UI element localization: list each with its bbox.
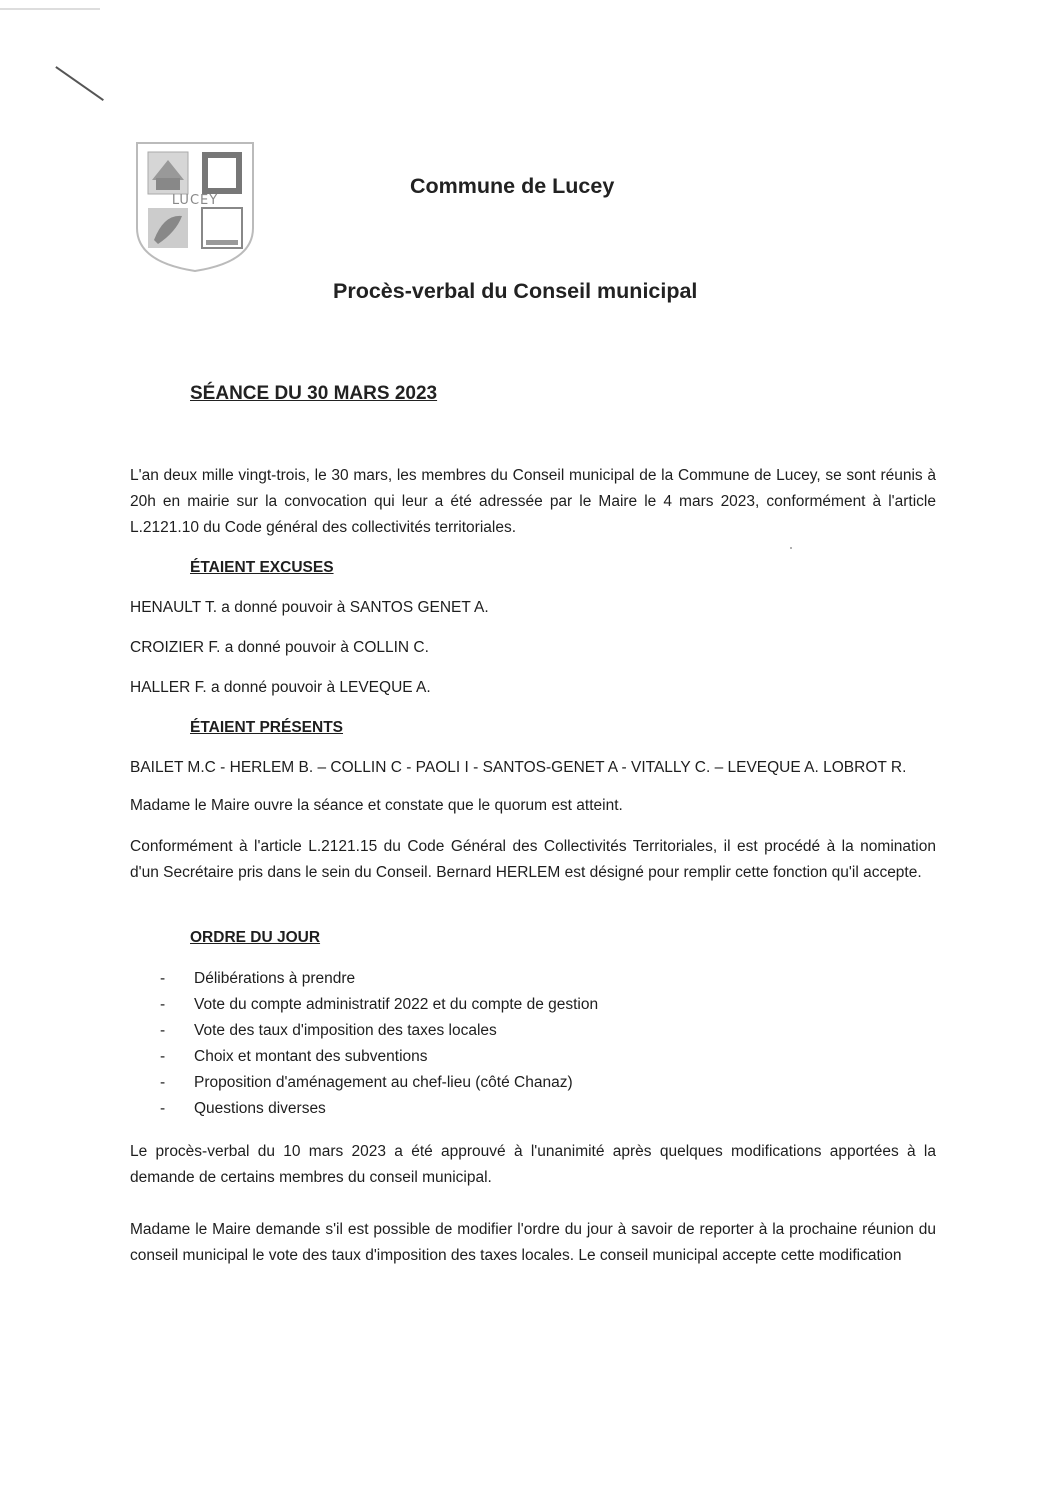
agenda-list xyxy=(160,966,598,1122)
crest-lettering: LUCEY xyxy=(171,193,219,208)
scan-mark xyxy=(56,66,104,100)
excused-item: HENAULT T. a donné pouvoir à SANTOS GENET A. xyxy=(130,599,489,616)
intro-paragraph: L'an deux mille vingt-trois, le 30 mars, les membres du Conseil municipal de la Commune de Lucey, se sont réunis à 20h en mairie sur la convocation qui leur a été adressée par le Maire le 4 mars 2023, conformément à l'article L.2121.10 du Code général des collectivités territoriales. xyxy=(130,467,936,536)
scan-smudge xyxy=(0,8,100,10)
agenda-item: - Vote des taux d'imposition des taxes locales xyxy=(160,1022,497,1039)
quorum-statement: Madame le Maire ouvre la séance et constate que le quorum est atteint. xyxy=(130,797,623,814)
lucey-crest-logo xyxy=(134,140,256,274)
agenda-item: - Proposition d'aménagement au chef-lieu (côté Chanaz) xyxy=(160,1074,573,1091)
agenda-item: - Questions diverses xyxy=(160,1100,326,1117)
excused-heading: ÉTAIENT EXCUSES xyxy=(190,559,334,576)
secretary-paragraph: Conformément à l'article L.2121.15 du Code Général des Collectivités Territoriales, il est procédé à la nomination d'un Secrétaire pris dans le sein du Conseil. Bernard HERLEM est désigné pour remplir cette fonction qu'il accepte. xyxy=(130,838,936,881)
present-heading: ÉTAIENT PRÉSENTS xyxy=(190,719,344,736)
present-list: BAILET M.C - HERLEM B. – COLLIN C - PAOLI I - SANTOS-GENET A - VITALLY C. – LEVEQUE A. LOBROT R. xyxy=(130,759,907,776)
seance-title: SÉANCE DU 30 MARS 2023 xyxy=(190,383,438,404)
agenda-item: - Délibérations à prendre xyxy=(160,970,356,987)
excused-item: HALLER F. a donné pouvoir à LEVEQUE A. xyxy=(130,679,431,696)
approval-paragraph: Le procès-verbal du 10 mars 2023 a été approuvé à l'unanimité après quelques modifications apportées à la demande de certains membres du conseil municipal. xyxy=(130,1143,936,1186)
agenda-heading: ORDRE DU JOUR xyxy=(190,929,321,946)
modification-paragraph: Madame le Maire demande s'il est possible de modifier l'ordre du jour à savoir de reporter à la prochaine réunion du conseil municipal le vote des taux d'imposition des taxes locales. Le conseil municipal accepte cette modification xyxy=(130,1221,936,1264)
scan-dot xyxy=(790,547,792,549)
commune-title: Commune de Lucey xyxy=(410,174,615,198)
excused-item: CROIZIER F. a donné pouvoir à COLLIN C. xyxy=(130,639,429,656)
document-subtitle: Procès-verbal du Conseil municipal xyxy=(333,279,698,303)
agenda-item: - Vote du compte administratif 2022 et du compte de gestion xyxy=(160,996,599,1013)
agenda-item: - Choix et montant des subventions xyxy=(160,1048,428,1065)
